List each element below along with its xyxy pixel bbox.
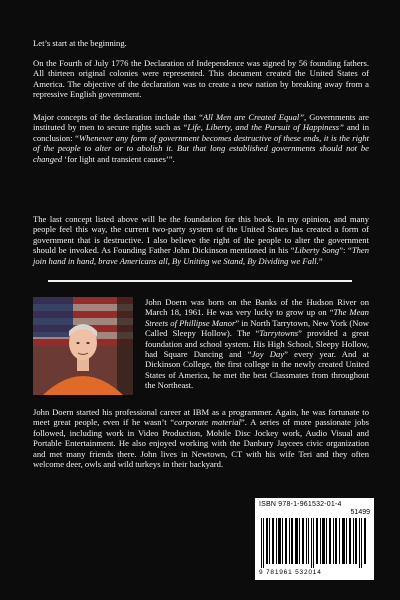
paragraph-major-concepts: Major concepts of the declaration include that “All Men are Created Equal”, Governments are instituted by men to secure rights such as “Life, Liberty, and the Pursuit of Happiness” and in conclusion: “Whenever any form of government becomes destructive of these ends, it is the right of the people to alter or to abolish it. But that long established governments should not be changed ‘for light and transient causes’”. bbox=[33, 112, 369, 164]
author-bio-paragraph-1: John Doern was born on the Banks of the Hudson River on March 18, 1961. He was very lucky to grow up on “The Mean Streets of Phillipse Manor” in North Tarrytown, New York (Now Called Sleepy Hollow). The “Tarrytowns” provided a great foundation and school system. His High School, Sleepy Hollow, had Square Dancing and “Joy Day” every year. And at Dickinson College, the first college in the newly created United States of America, he met the best Classmates from throughout the Northeast. bbox=[145, 297, 369, 391]
paragraph-declaration: On the Fourth of July 1776 the Declaration of Independence was signed by 56 founding fathers. All thirteen original colonies were represented. This document created the United States of America. The objective of the declaration was to create a new nation by breaking away from a repressive English government. bbox=[33, 58, 369, 100]
paragraph-book-foundation: The last concept listed above will be the foundation for this book. In my opinion, and many people feel this way, the current two-party system of the United States has created a form of government that is destructive. I also believe the right of the people to alter the government should be invoked. As Founding Father John Dickinson mentioned in his “Liberty Song”: “Then join hand in hand, brave Americans all, By Uniting we Stand, By Dividing we Fall.” bbox=[33, 214, 369, 266]
isbn-text: ISBN 978-1-961532-01-4 bbox=[259, 501, 342, 508]
isbn-barcode bbox=[255, 498, 374, 580]
author-photo bbox=[33, 297, 133, 395]
section-divider bbox=[48, 280, 352, 282]
intro-line: Let’s start at the beginning. bbox=[33, 38, 127, 48]
price-code: 51499 bbox=[350, 509, 370, 516]
author-bio-paragraph-2: John Doern started his professional career at IBM as a programmer. Again, he was fortunate to meet great people, even if he wasn’t “corporate material”. A series of more passionate jobs followed, including work in Video Production, Mobile Disc Jockey work, Audio Visual and Portable Entertainment. He also enjoyed working with the Danbury Jaycees civic organization and met many friends there. John lives in Newtown, CT with his wife Teri and they often welcome deer, owls and wild turkeys in their backyard. bbox=[33, 407, 370, 470]
barcode-digits: 9 781961 532014 bbox=[259, 569, 322, 576]
barcode-bars bbox=[259, 518, 370, 568]
